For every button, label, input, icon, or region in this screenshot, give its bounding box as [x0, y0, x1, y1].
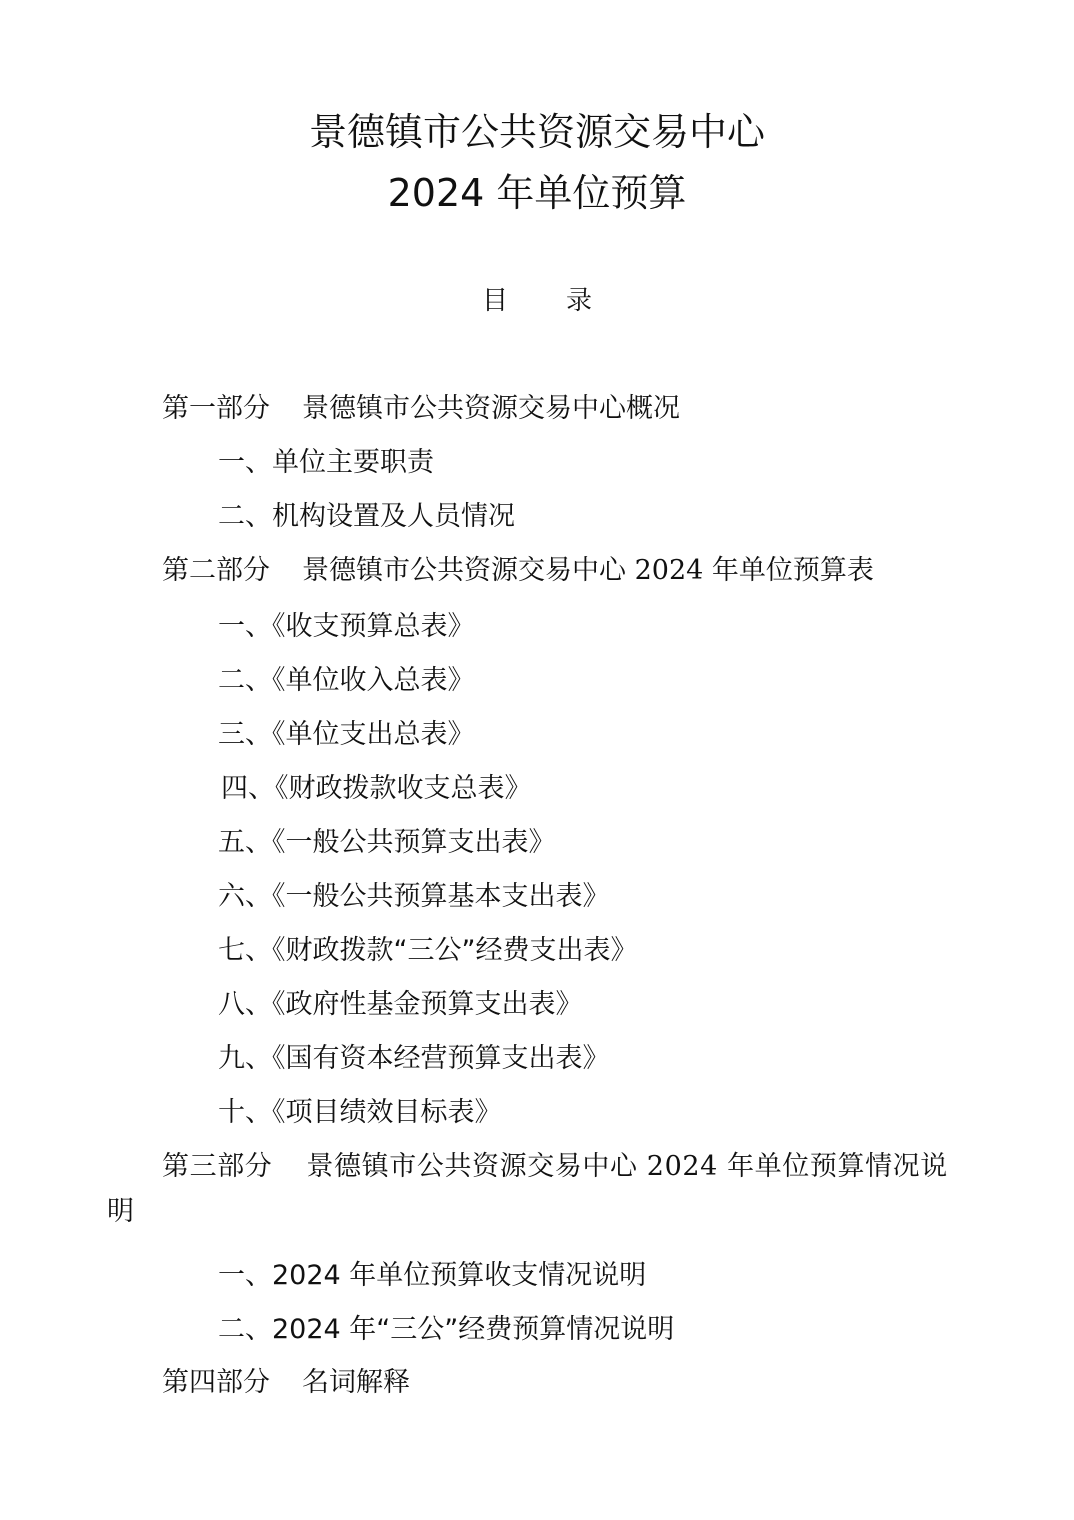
document-title-line1: 景德镇市公共资源交易中心	[308, 110, 765, 154]
toc-part-1-title: 景德镇市公共资源交易中心概况	[302, 393, 680, 424]
toc-heading-left: 目	[481, 286, 508, 316]
toc-item-1-1[interactable]: 一、单位主要职责	[218, 447, 434, 478]
toc-part-2-title: 景德镇市公共资源交易中心 2024 年单位预算表	[302, 555, 874, 586]
toc-item-3-1[interactable]: 一、2024 年单位预算收支情况说明	[218, 1260, 647, 1291]
toc-part-2[interactable]	[162, 557, 874, 584]
toc-part-3-title: 景德镇市公共资源交易中心 2024 年单位预算情况说	[306, 1151, 948, 1182]
document-title-line2: 2024 年单位预算	[387, 171, 687, 215]
toc-item-2-8[interactable]: 八、《政府性基金预算支出表》	[218, 989, 583, 1020]
toc-item-2-1[interactable]: 一、《收支预算总表》	[218, 611, 475, 642]
toc-heading-right: 录	[566, 286, 593, 316]
toc-part-1-number: 第一部分	[162, 393, 270, 424]
toc-item-2-3[interactable]: 三、《单位支出总表》	[218, 719, 475, 750]
toc-part-4-number: 第四部分	[162, 1367, 270, 1398]
toc-part-2-number: 第二部分	[162, 555, 270, 586]
toc-part-4[interactable]	[162, 1369, 410, 1396]
toc-item-2-9[interactable]: 九、《国有资本经营预算支出表》	[218, 1043, 610, 1074]
toc-item-3-2[interactable]: 二、2024 年“三公”经费预算情况说明	[218, 1314, 675, 1345]
toc-part-1[interactable]	[162, 395, 680, 422]
toc-item-2-10[interactable]: 十、《项目绩效目标表》	[218, 1097, 502, 1128]
toc-part-3[interactable]	[162, 1153, 948, 1180]
toc-item-2-7[interactable]: 七、《财政拨款“三公”经费支出表》	[218, 935, 638, 966]
toc-item-2-6[interactable]: 六、《一般公共预算基本支出表》	[218, 881, 610, 912]
toc-heading	[0, 288, 1074, 314]
toc-item-2-4[interactable]: 四、《财政拨款收支总表》	[221, 773, 532, 804]
toc-item-1-2[interactable]: 二、机构设置及人员情况	[218, 501, 515, 532]
toc-part-3-title-wrap[interactable]: 明	[107, 1196, 134, 1227]
toc-part-4-title: 名词解释	[302, 1367, 410, 1398]
toc-part-3-number: 第三部分	[162, 1151, 273, 1182]
toc-item-2-2[interactable]: 二、《单位收入总表》	[218, 665, 475, 696]
toc-item-2-5[interactable]: 五、《一般公共预算支出表》	[218, 827, 556, 858]
